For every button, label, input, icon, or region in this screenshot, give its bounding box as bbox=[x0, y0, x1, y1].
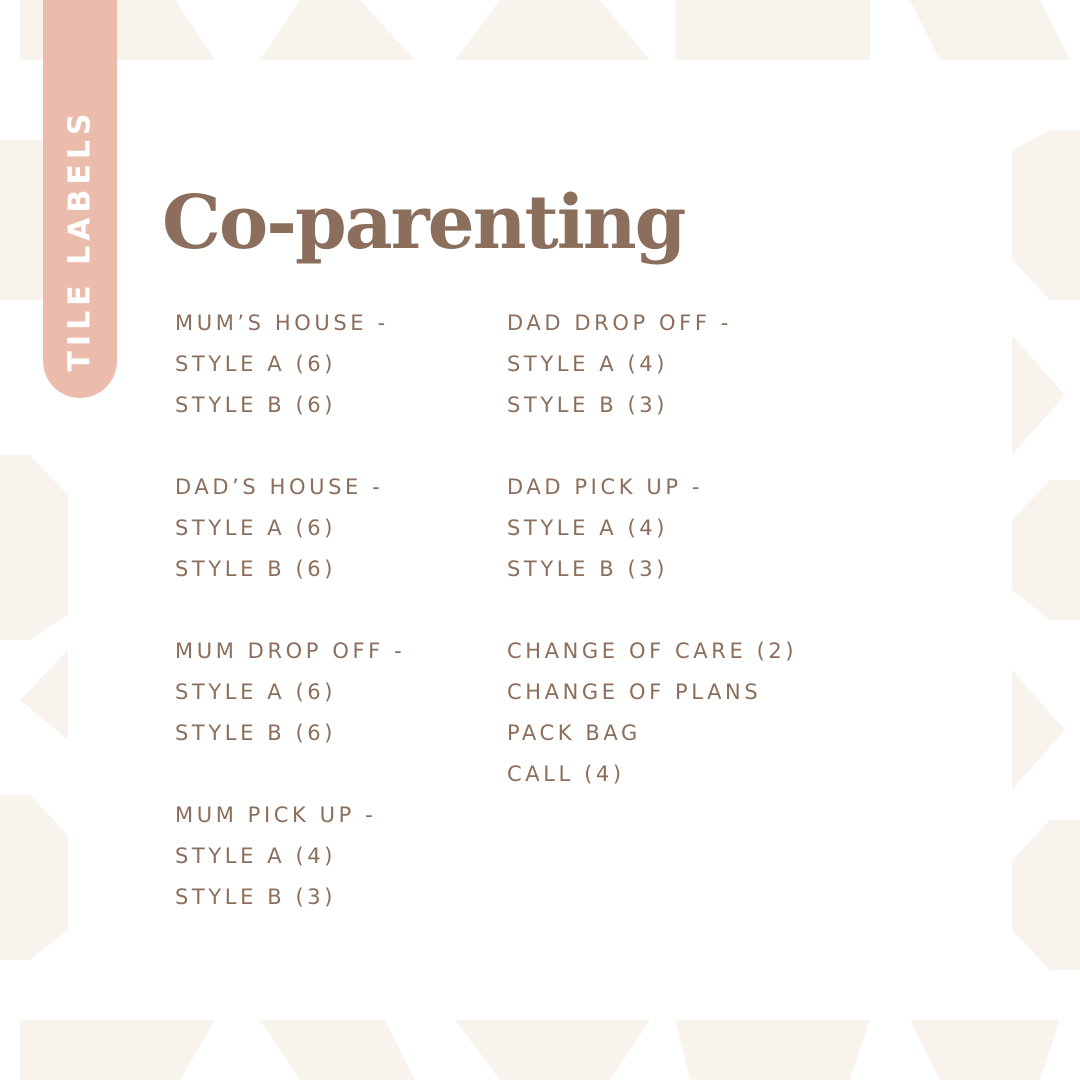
label-group bbox=[175, 467, 405, 590]
list-item: STYLE B (6) bbox=[175, 393, 337, 417]
list-item: STYLE B (6) bbox=[175, 721, 337, 745]
label-group bbox=[507, 467, 797, 590]
list-item: STYLE A (4) bbox=[507, 352, 669, 376]
right-column bbox=[507, 303, 797, 795]
list-item: STYLE A (6) bbox=[175, 516, 337, 540]
group-heading: MUM PICK UP - bbox=[175, 803, 377, 827]
group-heading: MUM DROP OFF - bbox=[175, 639, 406, 663]
list-item: STYLE B (6) bbox=[175, 557, 337, 581]
group-heading: DAD’S HOUSE - bbox=[175, 475, 384, 499]
group-heading: DAD DROP OFF - bbox=[507, 311, 732, 335]
label-group bbox=[175, 631, 405, 754]
label-group bbox=[507, 631, 797, 795]
list-item: STYLE B (3) bbox=[507, 393, 669, 417]
label-group bbox=[507, 303, 797, 426]
page-title: Co-parenting bbox=[162, 180, 685, 266]
list-item: STYLE B (3) bbox=[507, 557, 669, 581]
list-item: CHANGE OF PLANS bbox=[507, 680, 762, 704]
list-item: STYLE A (4) bbox=[175, 844, 337, 868]
side-tab-label: TILE LABELS bbox=[62, 108, 98, 372]
group-heading: MUM’S HOUSE - bbox=[175, 311, 389, 335]
list-item: STYLE A (6) bbox=[175, 680, 337, 704]
list-item: CHANGE OF CARE (2) bbox=[507, 639, 798, 663]
group-heading: DAD PICK UP - bbox=[507, 475, 704, 499]
list-item: STYLE A (6) bbox=[175, 352, 337, 376]
list-item: STYLE B (3) bbox=[175, 885, 337, 909]
list-item: CALL (4) bbox=[507, 762, 625, 786]
left-column bbox=[175, 303, 405, 918]
list-item: STYLE A (4) bbox=[507, 516, 669, 540]
label-group bbox=[175, 303, 405, 426]
list-item: PACK BAG bbox=[507, 721, 641, 745]
label-group bbox=[175, 795, 405, 918]
